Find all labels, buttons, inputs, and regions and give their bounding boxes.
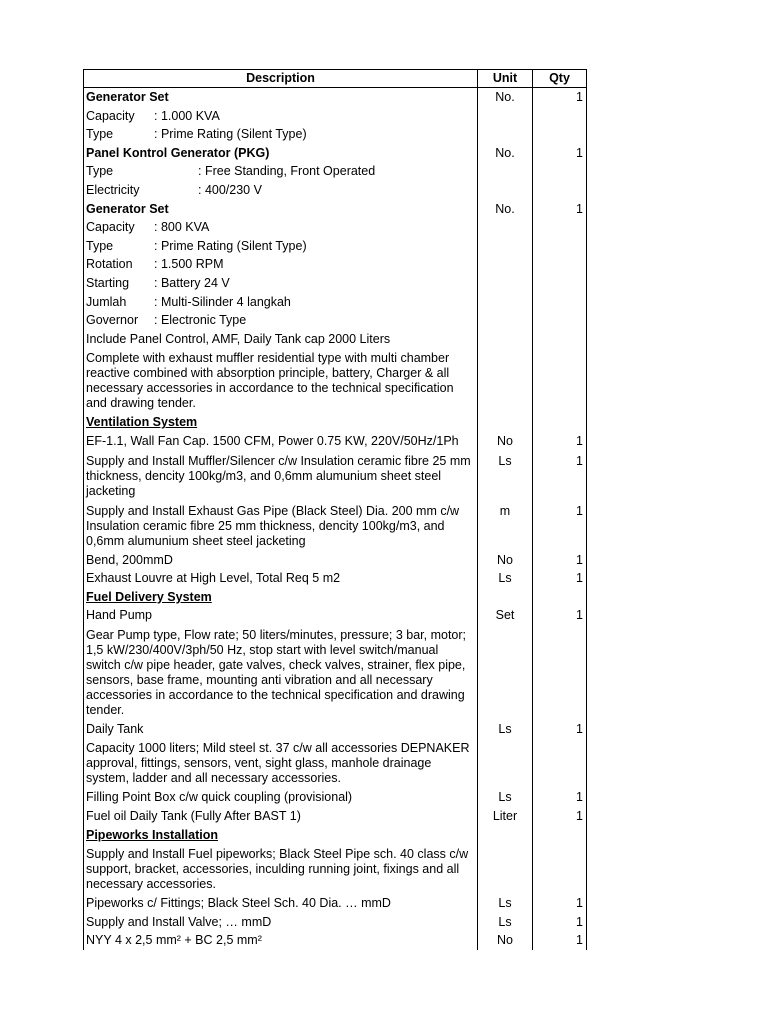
- spec-value: : 400/230 V: [198, 182, 262, 197]
- description-cell: [84, 88, 478, 107]
- spec-label: Starting: [86, 275, 130, 290]
- table-row: [84, 218, 587, 237]
- unit-cell: No.: [478, 88, 533, 107]
- qty-cell: [533, 826, 587, 845]
- section-title: Ventilation System: [86, 415, 198, 430]
- qty-cell: 1: [533, 200, 587, 219]
- table-row: [84, 625, 587, 720]
- section-title: Fuel Delivery System: [86, 589, 212, 604]
- table-row: [84, 88, 587, 107]
- spec-label: Electricity: [86, 182, 140, 197]
- item-description: Include Panel Control, AMF, Daily Tank cap 2000 Liters: [86, 331, 391, 346]
- item-heading: Generator Set: [86, 90, 169, 104]
- unit-cell: [478, 826, 533, 845]
- spec-label: Capacity: [86, 108, 135, 123]
- description-cell: [84, 720, 478, 739]
- description-cell: [84, 569, 478, 588]
- unit-cell: [478, 588, 533, 607]
- unit-cell: m: [478, 501, 533, 551]
- item-description: Capacity 1000 liters; Mild steel st. 37 c/w all accessories DEPNAKER approval, fittings, sensors, vent, sight glass, manhole drainage system, ladder and all necessary accessories.: [86, 741, 470, 786]
- table-row: [84, 569, 587, 588]
- table-row: [84, 606, 587, 625]
- qty-cell: [533, 330, 587, 349]
- description-cell: [84, 894, 478, 913]
- unit-cell: [478, 844, 533, 894]
- unit-cell: [478, 311, 533, 330]
- table-row: [84, 844, 587, 894]
- item-description: Daily Tank: [86, 721, 144, 736]
- spec-value: : Prime Rating (Silent Type): [154, 238, 307, 253]
- description-cell: [84, 293, 478, 312]
- qty-cell: [533, 844, 587, 894]
- unit-cell: No: [478, 931, 533, 950]
- table-row: [84, 255, 587, 274]
- description-cell: [84, 551, 478, 570]
- unit-cell: [478, 218, 533, 237]
- table-body: [84, 88, 587, 951]
- unit-cell: [478, 181, 533, 200]
- table-row: [84, 451, 587, 501]
- table-row: [84, 826, 587, 845]
- qty-cell: 1: [533, 88, 587, 107]
- item-heading: Generator Set: [86, 201, 169, 216]
- unit-cell: No: [478, 551, 533, 570]
- qty-cell: 1: [533, 807, 587, 826]
- table-row: [84, 720, 587, 739]
- spec-value: : Battery 24 V: [154, 275, 230, 290]
- item-heading: Panel Kontrol Generator (PKG): [86, 145, 270, 160]
- item-description: Complete with exhaust muffler residential type with multi chamber reactive combined with absorption principle, battery, Charger & all necessary accessories in accordance to the technical specification and drawing tender.: [86, 351, 454, 411]
- item-description: Supply and Install Muffler/Silencer c/w Insulation ceramic fibre 25 mm thickness, dencity 100kg/m3, and 0,6mm alumunium sheet steel jacketing: [86, 453, 471, 498]
- unit-cell: Ls: [478, 894, 533, 913]
- spec-label: Type: [86, 164, 114, 179]
- description-cell: [84, 501, 478, 551]
- qty-cell: 1: [533, 720, 587, 739]
- spec-label: Jumlah: [86, 294, 127, 309]
- description-cell: [84, 330, 478, 349]
- unit-cell: [478, 255, 533, 274]
- unit-cell: [478, 293, 533, 312]
- table-row: [84, 913, 587, 932]
- description-cell: [84, 181, 478, 200]
- description-cell: [84, 844, 478, 894]
- qty-cell: 1: [533, 931, 587, 950]
- column-header-unit: Unit: [478, 70, 533, 88]
- qty-cell: [533, 162, 587, 181]
- item-description: NYY 4 x 2,5 mm² + BC 2,5 mm²: [86, 933, 262, 948]
- item-description: Supply and Install Fuel pipeworks; Black Steel Pipe sch. 40 class c/w support, bracket, accessories, inculding running joint, fixings and all necessary accessories.: [86, 847, 469, 892]
- spec-value: : Prime Rating (Silent Type): [154, 127, 307, 142]
- unit-cell: Ls: [478, 451, 533, 501]
- table-row: [84, 162, 587, 181]
- unit-cell: [478, 413, 533, 432]
- description-cell: [84, 107, 478, 126]
- unit-cell: No: [478, 432, 533, 451]
- unit-cell: [478, 237, 533, 256]
- unit-cell: Ls: [478, 569, 533, 588]
- table-row: [84, 107, 587, 126]
- item-description: Hand Pump: [86, 608, 153, 623]
- unit-cell: [478, 162, 533, 181]
- item-description: Bend, 200mmD: [86, 552, 173, 567]
- qty-cell: 1: [533, 451, 587, 501]
- qty-cell: [533, 348, 587, 413]
- spec-label: Capacity: [86, 220, 135, 235]
- description-cell: [84, 738, 478, 788]
- unit-cell: [478, 107, 533, 126]
- unit-cell: [478, 625, 533, 720]
- item-description: Filling Point Box c/w quick coupling (provisional): [86, 790, 353, 805]
- description-cell: [84, 144, 478, 163]
- table-row: [84, 181, 587, 200]
- description-cell: [84, 162, 478, 181]
- description-cell: [84, 348, 478, 413]
- qty-cell: 1: [533, 144, 587, 163]
- item-description: Exhaust Louvre at High Level, Total Req 5 m2: [86, 571, 341, 586]
- item-description: Gear Pump type, Flow rate; 50 liters/minutes, pressure; 3 bar, motor; 1,5 kW/230/400V/3ph/50 Hz, stop start with level switch/manual switch c/w pipe header, gate valves, check valves, strainer, flex pipe, sensors, base frame, mounting anti vibration and all necessary accessories in accordance to the technical specification and drawing tender.: [86, 627, 467, 717]
- qty-cell: [533, 413, 587, 432]
- qty-cell: [533, 274, 587, 293]
- unit-cell: Ls: [478, 788, 533, 807]
- qty-cell: [533, 107, 587, 126]
- qty-cell: [533, 181, 587, 200]
- table-header-row: [84, 70, 587, 88]
- description-cell: [84, 311, 478, 330]
- unit-cell: Ls: [478, 720, 533, 739]
- unit-cell: No.: [478, 144, 533, 163]
- qty-cell: 1: [533, 569, 587, 588]
- description-cell: [84, 432, 478, 451]
- unit-cell: Ls: [478, 913, 533, 932]
- qty-cell: [533, 625, 587, 720]
- bill-of-quantities-sheet: [83, 69, 586, 950]
- column-header-qty: Qty: [533, 70, 587, 88]
- table-row: [84, 144, 587, 163]
- item-description: Supply and Install Exhaust Gas Pipe (Black Steel) Dia. 200 mm c/w Insulation ceramic fibre 25 mm thickness, dencity 100kg/m3, and 0,6mm alumunium sheet steel jacketing: [86, 503, 460, 548]
- description-cell: [84, 788, 478, 807]
- table-row: [84, 413, 587, 432]
- table-row: [84, 807, 587, 826]
- table-row: [84, 501, 587, 551]
- description-cell: [84, 413, 478, 432]
- table-row: [84, 551, 587, 570]
- table-row: [84, 237, 587, 256]
- description-cell: [84, 451, 478, 501]
- spec-value: : Multi-Silinder 4 langkah: [154, 294, 291, 309]
- table-row: [84, 293, 587, 312]
- unit-cell: [478, 330, 533, 349]
- spec-label: Type: [86, 238, 114, 253]
- description-cell: [84, 200, 478, 219]
- qty-cell: [533, 237, 587, 256]
- table-row: [84, 931, 587, 950]
- description-cell: [84, 125, 478, 144]
- description-cell: [84, 625, 478, 720]
- table-row: [84, 125, 587, 144]
- spec-value: : 800 KVA: [154, 220, 210, 235]
- spec-value: : 1.500 RPM: [154, 257, 224, 272]
- table-row: [84, 788, 587, 807]
- qty-cell: [533, 218, 587, 237]
- description-cell: [84, 931, 478, 950]
- description-cell: [84, 807, 478, 826]
- qty-cell: 1: [533, 432, 587, 451]
- unit-cell: [478, 274, 533, 293]
- spec-value: : 1.000 KVA: [154, 108, 220, 123]
- qty-cell: 1: [533, 788, 587, 807]
- description-cell: [84, 606, 478, 625]
- qty-cell: [533, 588, 587, 607]
- table-row: [84, 894, 587, 913]
- description-cell: [84, 913, 478, 932]
- qty-cell: 1: [533, 913, 587, 932]
- qty-cell: 1: [533, 501, 587, 551]
- unit-cell: Liter: [478, 807, 533, 826]
- table-row: [84, 432, 587, 451]
- unit-cell: [478, 125, 533, 144]
- qty-cell: [533, 311, 587, 330]
- unit-cell: [478, 738, 533, 788]
- table-row: [84, 330, 587, 349]
- description-cell: [84, 826, 478, 845]
- description-cell: [84, 237, 478, 256]
- qty-cell: [533, 738, 587, 788]
- unit-cell: No.: [478, 200, 533, 219]
- table-row: [84, 738, 587, 788]
- table-row: [84, 348, 587, 413]
- item-description: EF-1.1, Wall Fan Cap. 1500 CFM, Power 0.75 KW, 220V/50Hz/1Ph: [86, 433, 459, 448]
- qty-cell: [533, 125, 587, 144]
- item-description: Supply and Install Valve; … mmD: [86, 914, 272, 929]
- spec-value: : Free Standing, Front Operated: [198, 164, 376, 179]
- section-title: Pipeworks Installation: [86, 827, 218, 842]
- item-description: Pipeworks c/ Fittings; Black Steel Sch. 40 Dia. … mmD: [86, 896, 391, 911]
- qty-cell: 1: [533, 606, 587, 625]
- unit-cell: [478, 348, 533, 413]
- description-cell: [84, 274, 478, 293]
- spec-label: Governor: [86, 313, 139, 328]
- qty-cell: [533, 255, 587, 274]
- spec-label: Type: [86, 127, 114, 142]
- qty-cell: 1: [533, 551, 587, 570]
- item-description: Fuel oil Daily Tank (Fully After BAST 1): [86, 809, 301, 824]
- table-row: [84, 200, 587, 219]
- unit-cell: Set: [478, 606, 533, 625]
- description-cell: [84, 255, 478, 274]
- boq-table: [83, 69, 587, 950]
- table-row: [84, 588, 587, 607]
- description-cell: [84, 218, 478, 237]
- description-cell: [84, 588, 478, 607]
- table-row: [84, 311, 587, 330]
- table-row: [84, 274, 587, 293]
- spec-value: : Electronic Type: [154, 313, 247, 328]
- spec-label: Rotation: [86, 257, 133, 272]
- qty-cell: 1: [533, 894, 587, 913]
- column-header-description: Description: [84, 70, 478, 88]
- qty-cell: [533, 293, 587, 312]
